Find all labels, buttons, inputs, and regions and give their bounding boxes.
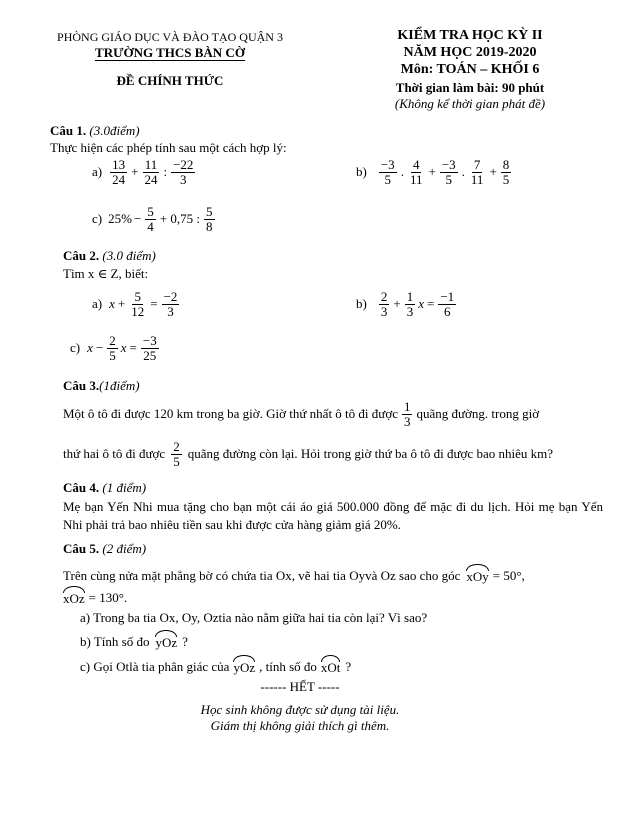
duration-note: (Không kể thời gian phát đề): [394, 96, 546, 111]
fraction: $\frac{1}{3}$: [403, 399, 411, 429]
q5-points: (2 điểm): [102, 541, 147, 556]
q1-intro: Thực hiện các phép tính sau một cách hợp lý:: [50, 140, 287, 155]
fraction: $\frac{8}{5}$: [502, 157, 510, 187]
q4-text: Mẹ bạn Yến Nhi mua tặng cho bạn một cái áo giá 500.000 đồng để mặc đi du lịch. Hỏi mẹ bạn Yến Nhi phải trả bao nhiêu tiền sau khi được cửa hàng giảm giá 20%.: [63, 499, 603, 532]
angle-xoz: xOz: [63, 588, 85, 607]
q2-a: a) x + $\frac{5}{12}$ = $\frac{-2}{3}$: [92, 289, 178, 319]
fraction: $\frac{-3}{5}$: [441, 157, 456, 187]
department-name: PHÒNG GIÁO DỤC VÀ ĐÀO TẠO QUẬN 3: [57, 30, 283, 44]
q5-c: c) Gọi Otlà tia phân giác của yOz , tính số đo xOt ?: [80, 658, 352, 675]
q2-c-label: c): [70, 340, 81, 356]
school-name: [40, 45, 300, 61]
footer-note-2: Giám thị không giải thích gì thêm.: [210, 718, 390, 733]
fraction: $\frac{-3}{5}$: [380, 157, 395, 187]
official-label: ĐỀ CHÍNH THỨC: [116, 73, 224, 88]
q5-title: Câu 5.: [63, 541, 100, 556]
q3-heading: [63, 378, 140, 394]
fraction: $\frac{5}{12}$: [131, 289, 145, 319]
subject-title: Môn: TOÁN – KHỐI 6: [400, 62, 540, 77]
q2-points: (3.0 điểm): [102, 248, 156, 263]
q3-title: Câu 3.: [63, 378, 100, 393]
q5-line1: Trên cùng nửa mặt phẳng bờ có chứa tia Ox, vẽ hai tia Oyvà Oz sao cho góc xOy = 50°,: [63, 567, 525, 584]
exam-title: KIỂM TRA HỌC KỲ II: [397, 28, 543, 43]
footer-note-1: Học sinh không được sử dụng tài liệu.: [200, 702, 400, 717]
fraction: $\frac{-2}{3}$: [163, 289, 178, 319]
q1-a-label: a): [92, 164, 103, 180]
fraction: $\frac{1}{3}$: [406, 289, 414, 319]
fraction: $\frac{2}{5}$: [173, 439, 180, 469]
q2-b-label: b): [356, 296, 367, 312]
fraction: $\frac{2}{5}$: [109, 333, 116, 363]
school-year: NĂM HỌC 2019-2020: [403, 45, 537, 60]
q1-heading: Câu 1. (3.0điểm): [50, 123, 140, 138]
q1-a: a) $\frac{13}{24}$ + $\frac{11}{24}$ : $\frac{-22}{3}$: [92, 157, 194, 187]
q5-line2: xOz = 130° .: [63, 589, 128, 606]
fraction: $\frac{5}{4}$: [147, 204, 154, 234]
q2-a-label: a): [92, 296, 103, 312]
q2-heading: Câu 2. (3.0 điểm): [63, 248, 156, 263]
school-name-text: TRƯỜNG THCS BÀN CỜ: [95, 45, 245, 60]
q2-b: b) $\frac{2}{3}$ + $\frac{1}{3}$ x = $\frac{-1}{6}$: [356, 289, 455, 319]
q1-c-label: c): [92, 211, 103, 227]
exam-duration: Thời gian làm bài: 90 phút: [395, 80, 545, 95]
q3-points: (1điểm): [99, 378, 140, 393]
q1-b-label: b): [356, 164, 367, 180]
q2-title: Câu 2: [63, 248, 96, 263]
q4-title: Câu 4.: [63, 480, 100, 495]
angle-yoz: yOz: [233, 657, 255, 676]
q1-c: c) 25% − $\frac{5}{4}$ + 0,75 : $\frac{5}{8}$: [92, 204, 213, 234]
q4-heading: [63, 480, 146, 496]
q3-line1: Một ô tô đi được 120 km trong ba giờ. Giờ thứ nhất ô tô đi được $\frac{1}{3}$ quãng đường. trong giờ: [63, 399, 540, 429]
q1-points: (3.0điểm): [89, 123, 140, 138]
q2-c: c) x − $\frac{2}{5}$ x = $\frac{-3}{25}$: [70, 333, 157, 363]
fraction: $\frac{13}{24}$: [112, 157, 126, 187]
fraction: $\frac{4}{11}$: [409, 157, 423, 187]
angle-xoy: xOy: [466, 566, 488, 585]
fraction: $\frac{-22}{3}$: [173, 157, 194, 187]
q2-intro: Tìm x ∈ Z, biết:: [63, 266, 149, 281]
end-marker: ------ HẾT -----: [260, 679, 340, 694]
q4-points: (1 điểm): [102, 480, 147, 495]
fraction: $\frac{-1}{6}$: [440, 289, 455, 319]
q1-b: b) $\frac{-3}{5}$ . $\frac{4}{11}$ + $\frac{-3}{5}$ . $\frac{7}{11}$ + $\frac{8}{5}$: [356, 157, 510, 187]
angle-xot: xOt: [321, 657, 341, 676]
q5-heading: [63, 541, 146, 557]
fraction: $\frac{7}{11}$: [470, 157, 484, 187]
fraction: $\frac{5}{8}$: [206, 204, 213, 234]
fraction: $\frac{2}{3}$: [380, 289, 388, 319]
angle-yoz: yOz: [155, 632, 177, 651]
q3-line2: thứ hai ô tô đi được $\frac{2}{5}$ quãng đường còn lại. Hỏi trong giờ thứ ba ô tô đi được bao nhiêu km?: [63, 439, 553, 469]
q5-a: a) Trong ba tia Ox, Oy, Oztia nào nằm giữa hai tia còn lại? Vì sao?: [80, 610, 428, 625]
fraction: $\frac{11}{24}$: [144, 157, 158, 187]
q5-b: b) Tính số đo yOz ?: [80, 633, 188, 650]
fraction: $\frac{-3}{25}$: [142, 333, 157, 363]
q1-title: Câu 1: [50, 123, 83, 138]
